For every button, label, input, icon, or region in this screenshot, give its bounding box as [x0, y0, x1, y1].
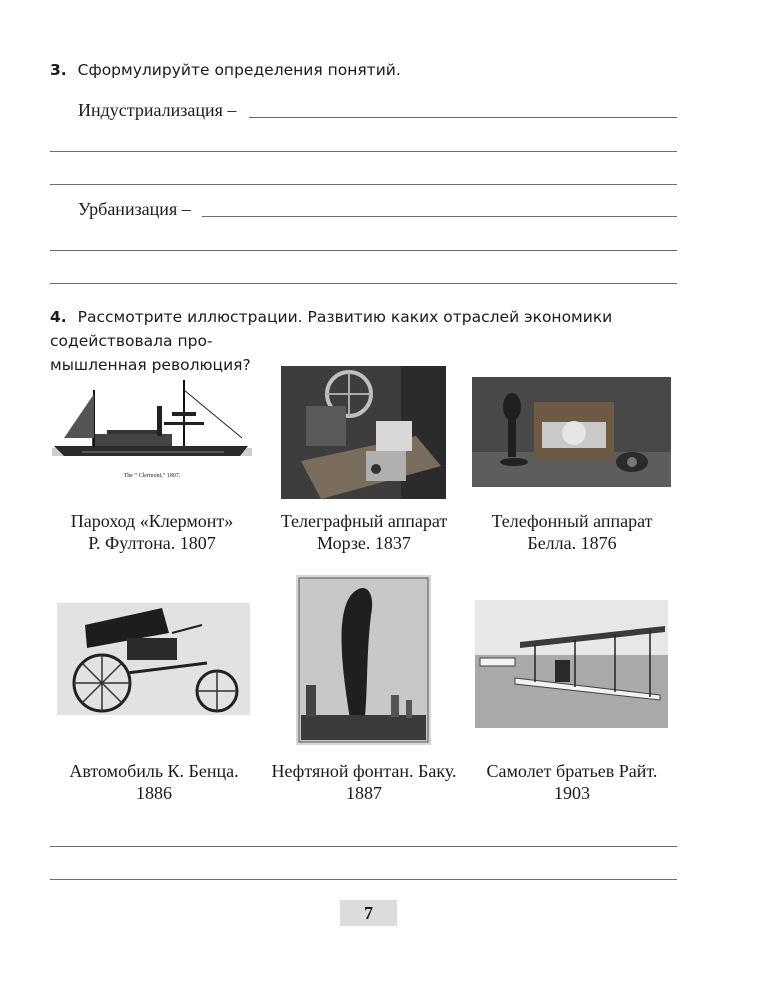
caption-line: 1886: [136, 783, 172, 803]
caption: [264, 510, 464, 554]
caption-line: Автомобиль К. Бенца.: [69, 761, 239, 781]
answer-line[interactable]: [50, 846, 677, 847]
caption-line: Пароход «Клермонт»: [70, 511, 234, 531]
answer-line[interactable]: [50, 283, 677, 284]
caption-line: 1887: [346, 783, 382, 803]
question-number: 3.: [50, 61, 67, 79]
caption: [54, 760, 254, 804]
question-number: 4.: [50, 308, 67, 326]
answer-line[interactable]: [249, 117, 677, 118]
caption-line: Нефтяной фонтан. Баку.: [271, 761, 457, 781]
question-3: [50, 58, 401, 82]
page-number: 7: [340, 900, 397, 926]
answer-line[interactable]: [50, 184, 677, 185]
term-urbanization: Урбанизация –: [78, 199, 191, 219]
question-text: Рассмотрите иллюстрации. Развитию каких отраслей экономики содействовала про-: [50, 308, 613, 350]
answer-line[interactable]: [50, 250, 677, 251]
telephone-photo: [472, 377, 671, 487]
caption: [472, 760, 672, 804]
caption-line: 1903: [554, 783, 590, 803]
caption: [472, 510, 672, 554]
oil-gusher-photo: [296, 575, 431, 745]
question-text: мышленная революция?: [50, 356, 251, 374]
term-industrialization: Индустриализация –: [78, 100, 237, 120]
answer-line[interactable]: [50, 151, 677, 152]
answer-line[interactable]: [202, 216, 677, 217]
caption-line: Белла. 1876: [527, 533, 617, 553]
caption-line: Телефонный аппарат: [491, 511, 653, 531]
answer-line[interactable]: [50, 879, 677, 880]
caption-line: Самолет братьев Райт.: [486, 761, 658, 781]
wright-plane-photo: [475, 600, 668, 728]
engraving-inscription: The “ Clermont,” 1807.: [123, 473, 181, 479]
benz-car-photo: [57, 603, 250, 715]
caption: [264, 760, 464, 804]
caption-line: Морзе. 1837: [317, 533, 411, 553]
caption-line: Р. Фултона. 1807: [88, 533, 216, 553]
caption-line: Телеграфный аппарат: [280, 511, 448, 531]
telegraph-photo: [281, 366, 446, 499]
steamboat-illustration: [52, 376, 252, 486]
question-text: Сформулируйте определения понятий.: [77, 61, 401, 79]
caption: [52, 510, 252, 554]
